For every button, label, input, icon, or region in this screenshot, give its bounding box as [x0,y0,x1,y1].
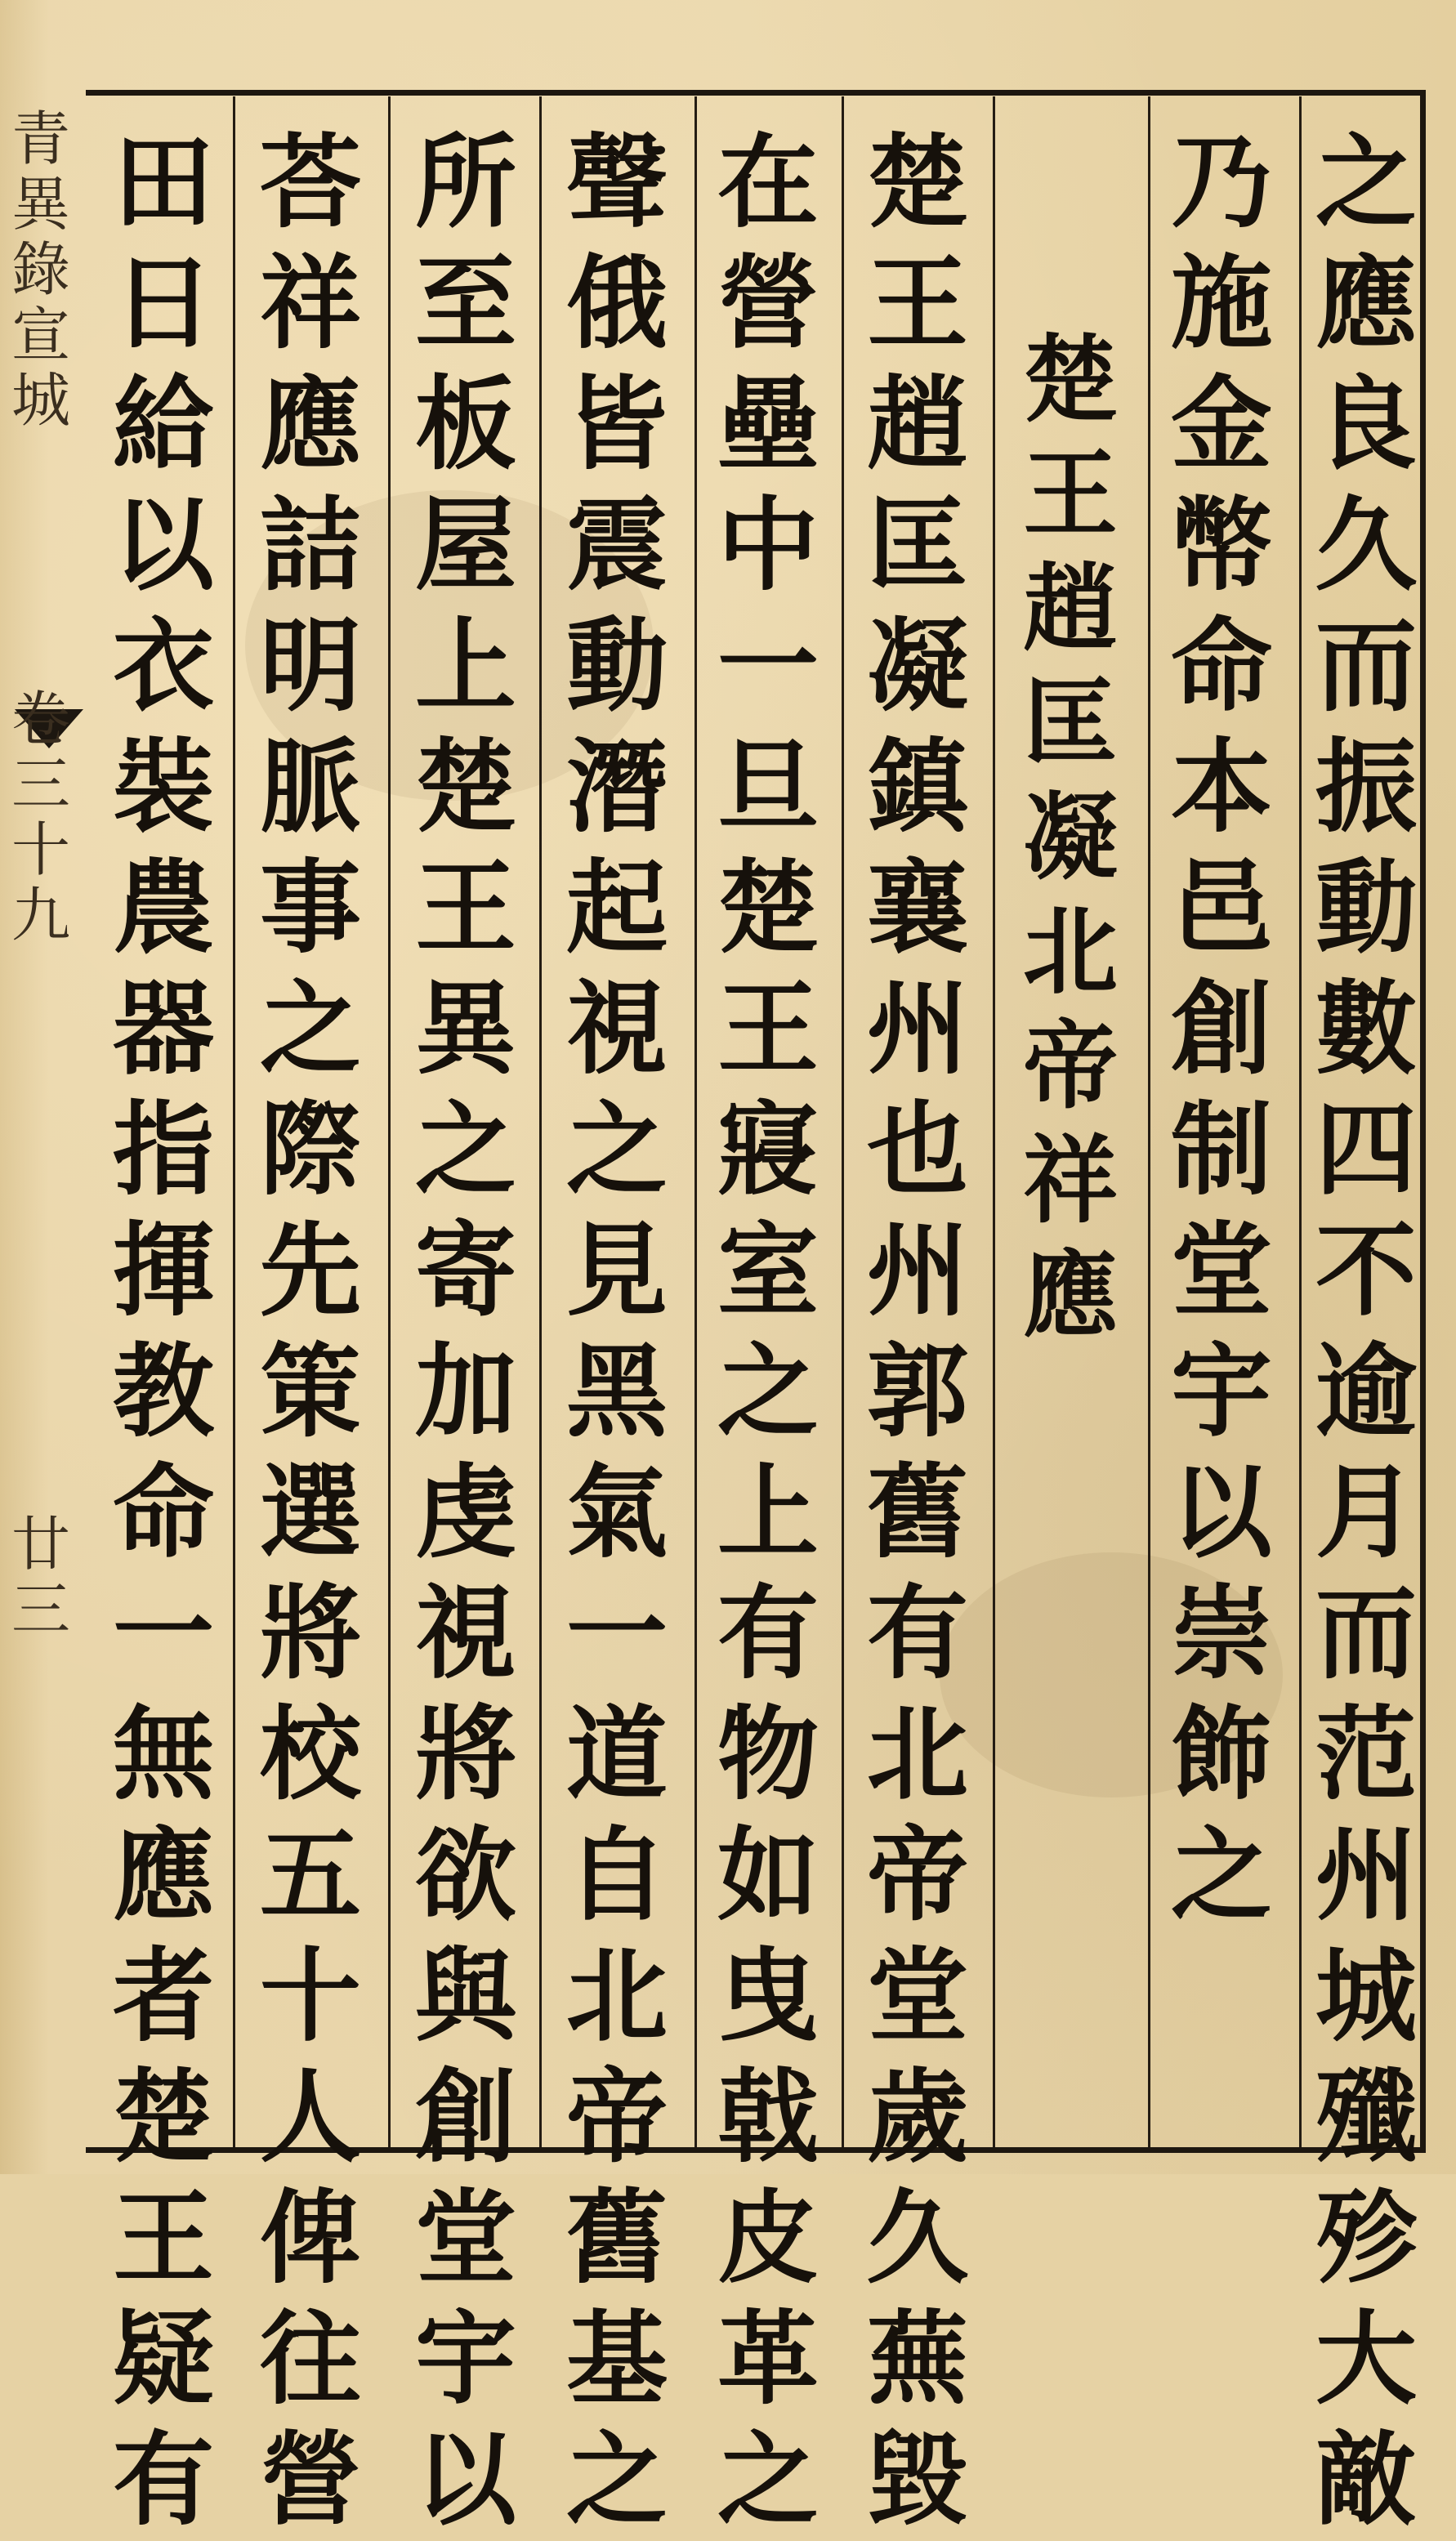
margin-section: 卷 三 十 九 [11,685,70,949]
margin-folio: 廿 三 [11,1510,70,1644]
text-column-5: 在 營 壘 中 一 旦 楚 王 寢 室 之 上 有 物 如 曳 戟 皮 革 之 [717,123,819,2539]
column-rule [388,96,391,2147]
column-rule [1299,96,1302,2147]
text-column-9: 田 日 給 以 衣 裝 農 器 指 揮 教 命 一 無 應 者 楚 王 疑 有 [112,123,214,2539]
column-rule [539,96,542,2147]
section-heading-column: 楚 王 趙 匡 凝 北 帝 祥 應 [1023,324,1118,1351]
column-rule [695,96,697,2147]
column-rule [993,96,995,2147]
text-column-2: 乃 施 金 幣 命 本 邑 創 制 堂 宇 以 崇 飾 之 [1170,123,1272,1935]
text-column-4: 楚 王 趙 匡 凝 鎮 襄 州 也 州 郭 舊 有 北 帝 堂 歲 久 蕪 毀 [866,123,968,2539]
column-rule [842,96,844,2147]
margin-title: 青 異 錄 宣 城 [11,105,70,435]
column-rule [1148,96,1150,2147]
text-column-6: 聲 俄 皆 震 動 潛 起 視 之 見 黑 氣 一 道 自 北 帝 舊 基 之 [565,123,668,2539]
text-column-1: 之 應 良 久 而 振 動 數 四 不 逾 月 而 范 州 城 殲 殄 大 敵 [1315,123,1417,2539]
text-column-8: 荅 祥 應 詰 明 脈 事 之 際 先 䇿 選 將 校 五 十 人 俾 往 營 [259,123,361,2539]
text-column-7: 所 至 板 屋 上 楚 王 異 之 寄 加 虔 視 將 欲 與 創 堂 宇 以 [414,123,516,2539]
fold-margin [0,90,82,2153]
column-rule [233,96,235,2147]
